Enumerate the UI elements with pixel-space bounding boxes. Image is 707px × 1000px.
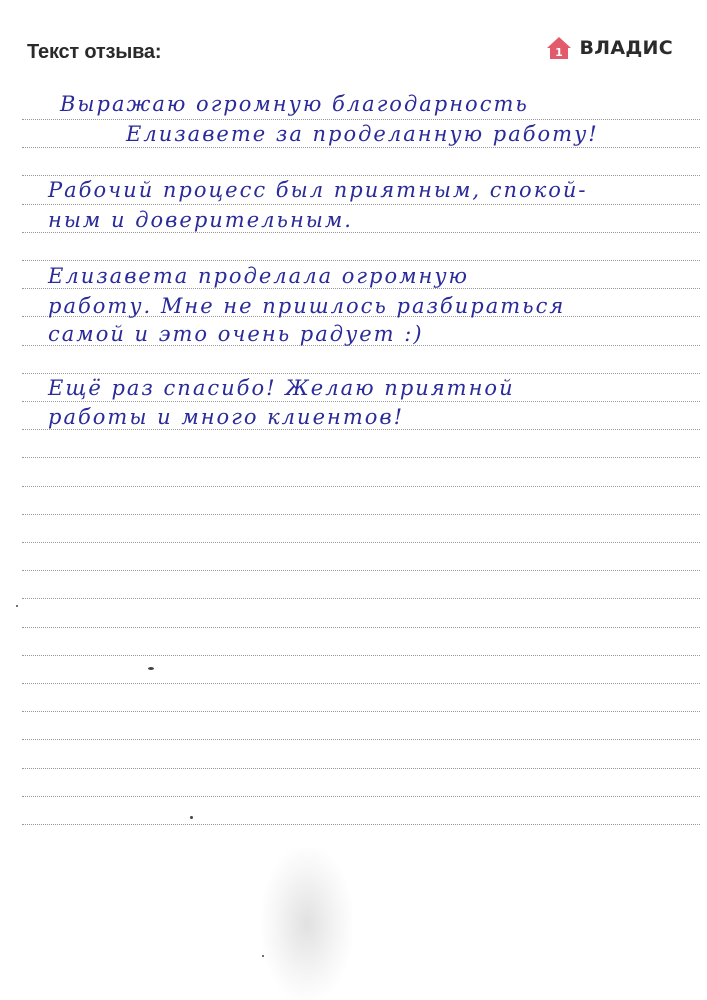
scan-speck — [16, 605, 18, 607]
review-line: самой и это очень радует :) — [48, 322, 424, 346]
review-line: Ещё раз спасибо! Желаю приятной — [48, 376, 515, 400]
scan-speck — [148, 667, 154, 670]
review-line: Рабочий процесс был приятным, спокой- — [48, 178, 588, 202]
review-line: Выражаю огромную благодарность — [60, 92, 529, 116]
scan-shadow — [262, 848, 352, 1000]
brand-name: ВЛАДИС — [579, 37, 673, 59]
scan-speck — [262, 955, 264, 957]
review-line: работу. Мне не пришлось разбираться — [48, 294, 566, 318]
review-line: Елизавете за проделанную работу! — [126, 122, 599, 146]
review-line: работы и много клиентов! — [48, 405, 405, 429]
logo-badge-digit: 1 — [555, 46, 564, 59]
review-line: Елизавета проделала огромную — [48, 264, 470, 288]
page-title: Текст отзыва: — [27, 41, 162, 63]
scan-speck — [190, 816, 193, 819]
review-line: ным и доверительным. — [48, 208, 353, 232]
